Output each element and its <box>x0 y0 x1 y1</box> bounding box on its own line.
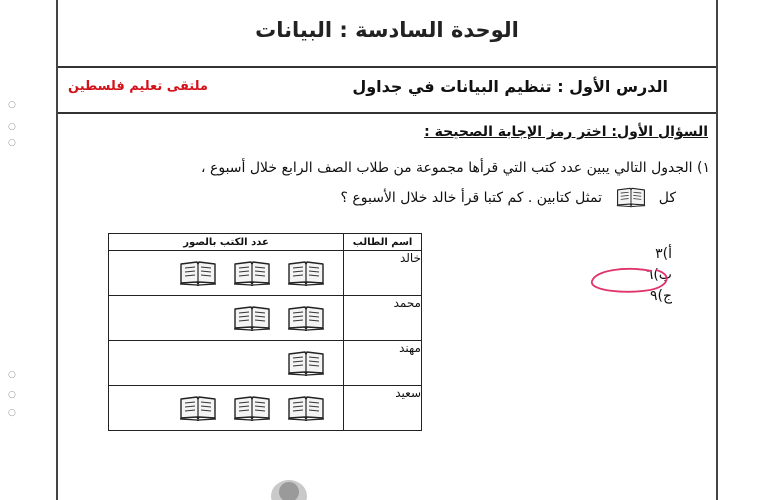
pictograph-table <box>108 233 422 431</box>
lesson-bar <box>58 66 716 114</box>
book-count-cell <box>109 386 344 431</box>
answer-circle-mark <box>586 266 676 296</box>
question-text-line1: ١) الجدول التالي يبين عدد كتب التي قرأها مجموعة من طلاب الصف الرابع خلال أسبوع ، <box>201 160 710 176</box>
open-book-icon <box>616 186 646 210</box>
open-book-icon <box>287 350 325 376</box>
header-student-name: اسم الطالب <box>344 234 422 251</box>
photo-fragment <box>266 478 312 500</box>
table-row <box>109 251 422 296</box>
table-row <box>109 296 422 341</box>
book-count-cell <box>109 296 344 341</box>
key-description: تمثل كتابين . كم كتبا قرأ خالد خلال الأسبوع ؟ <box>340 190 602 206</box>
question-heading: السؤال الأول: اختر رمز الإجابة الصحيحة : <box>424 124 708 140</box>
student-name-cell: مهند <box>344 341 422 386</box>
open-book-icon <box>287 305 325 331</box>
open-book-icon <box>179 260 217 286</box>
margin-mark: ○ <box>8 100 16 110</box>
table-row <box>109 386 422 431</box>
unit-title: الوحدة السادسة : البيانات <box>255 18 519 42</box>
open-book-icon <box>287 395 325 421</box>
margin-mark: ○ <box>8 390 16 400</box>
open-book-icon <box>233 260 271 286</box>
open-book-icon <box>179 395 217 421</box>
open-book-icon <box>287 260 325 286</box>
margin-mark: ○ <box>8 408 16 418</box>
margin-mark: ○ <box>8 138 16 148</box>
choice-b[interactable]: ب)٦ <box>645 267 672 283</box>
student-name-cell: محمد <box>344 296 422 341</box>
choice-a[interactable]: أ)٣ <box>655 246 672 262</box>
table-row <box>109 341 422 386</box>
question-text-line2 <box>136 186 676 216</box>
open-book-icon <box>233 395 271 421</box>
open-book-icon <box>233 305 271 331</box>
lesson-title: الدرس الأول : تنظيم البيانات في جداول <box>352 77 668 96</box>
page-frame-right <box>716 0 718 500</box>
book-count-cell <box>109 341 344 386</box>
book-count-cell <box>109 251 344 296</box>
student-name-cell: خالد <box>344 251 422 296</box>
choice-c[interactable]: ج)٩ <box>649 288 672 304</box>
forum-label: ملتقى تعليم فلسطين <box>68 79 208 94</box>
student-name-cell: سعيد <box>344 386 422 431</box>
key-prefix: كل <box>658 190 676 206</box>
margin-mark: ○ <box>8 370 16 380</box>
margin-mark: ○ <box>8 122 16 132</box>
header-book-count: عدد الكتب بالصور <box>109 234 344 251</box>
